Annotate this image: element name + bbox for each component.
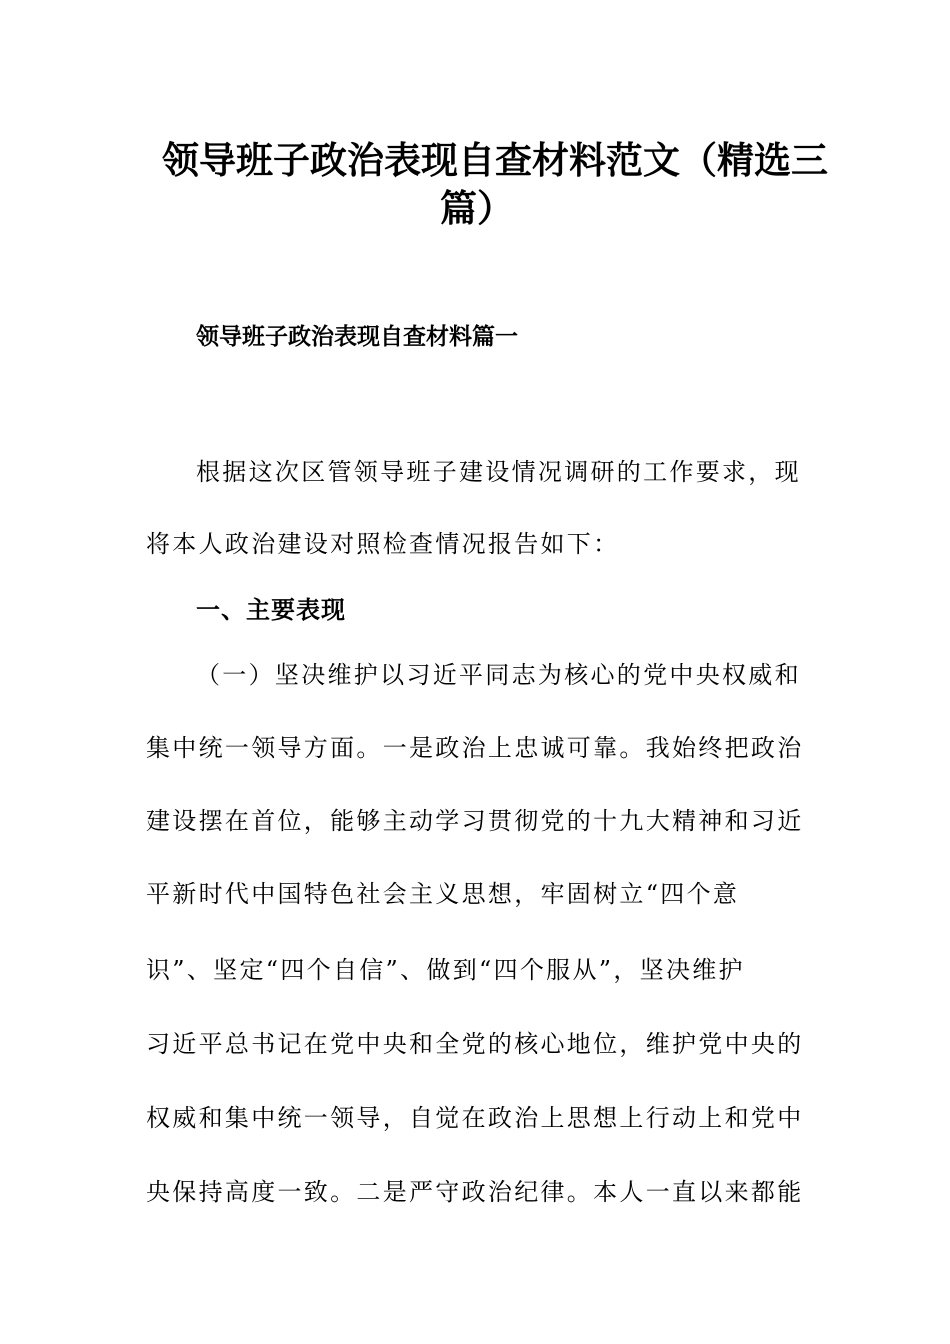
section-title: 领导班子政治表现自查材料篇一	[196, 324, 518, 350]
paragraph-line: 将本人政治建设对照检查情况报告如下：	[146, 530, 620, 558]
paragraph-line: 权威和集中统一领导，自觉在政治上思想上行动上和党中	[146, 1104, 804, 1132]
paragraph-line: （一）坚决维护以习近平同志为核心的党中央权威和	[196, 661, 801, 689]
paragraph-line: 识”、坚定“四个自信”、做到“四个服从”，坚决维护	[146, 956, 745, 984]
paragraph-line: 央保持高度一致。二是严守政治纪律。本人一直以来都能	[146, 1178, 804, 1206]
paragraph-line: 根据这次区管领导班子建设情况调研的工作要求，现	[196, 458, 801, 486]
paragraph-line: 习近平总书记在党中央和全党的核心地位，维护党中央的	[146, 1030, 804, 1058]
paragraph-line: 建设摆在首位，能够主动学习贯彻党的十九大精神和习近	[146, 807, 804, 835]
document-title-line-1: 领导班子政治表现自查材料范文（精选三	[162, 138, 828, 182]
section-heading: 一、主要表现	[196, 596, 346, 624]
paragraph-line: 集中统一领导方面。一是政治上忠诚可靠。我始终把政治	[146, 734, 804, 762]
document-title-line-2: 篇）	[440, 186, 514, 230]
paragraph-line: 平新时代中国特色社会主义思想，牢固树立“四个意	[146, 880, 740, 908]
